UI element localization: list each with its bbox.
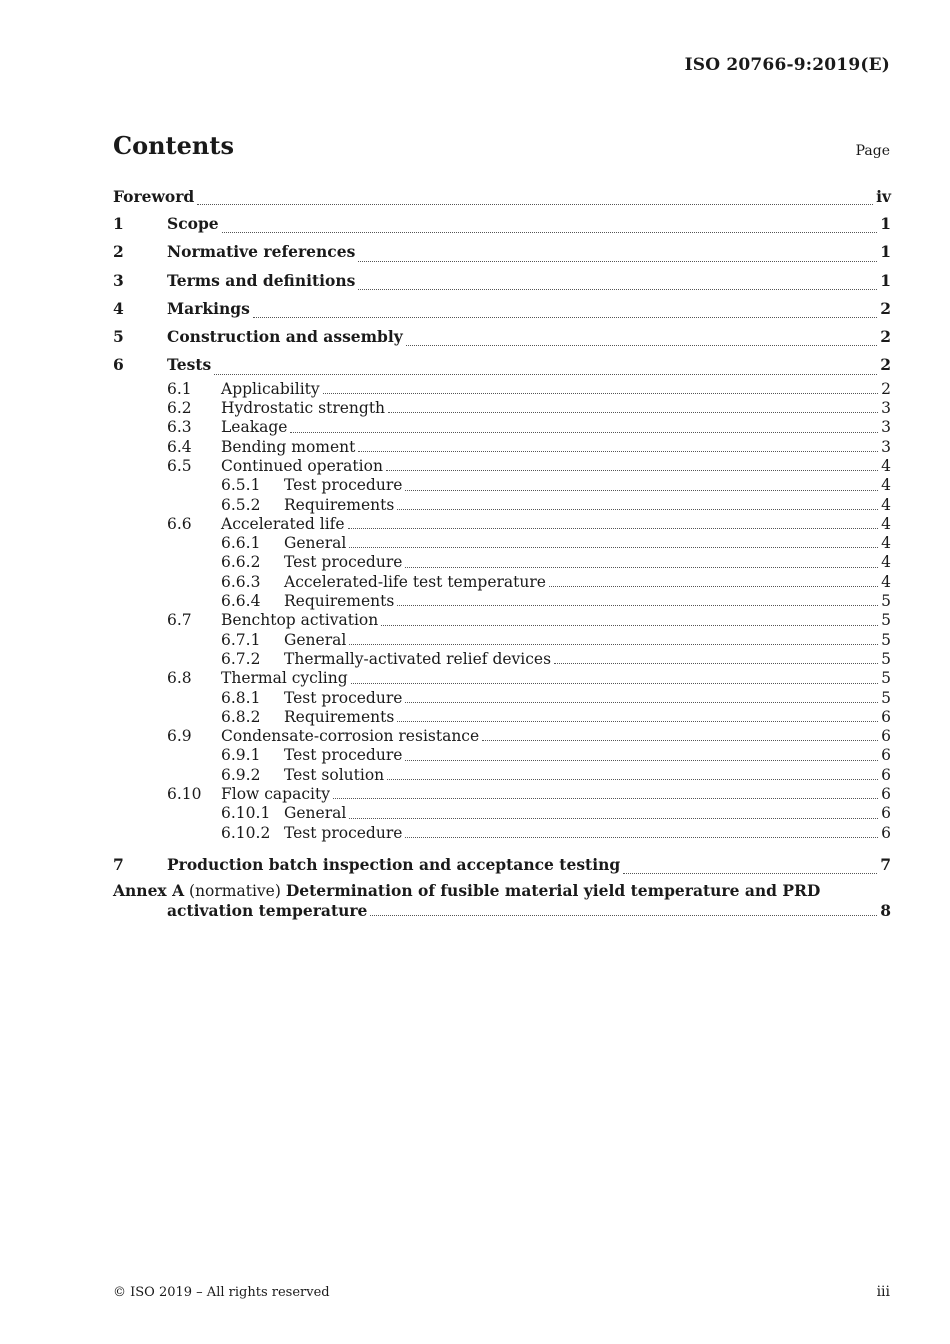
toc-entry-page: 5	[881, 611, 891, 630]
toc-entry-title: Accelerated life	[221, 514, 345, 533]
dot-leader	[405, 489, 878, 491]
dot-leader	[387, 778, 878, 780]
toc-entry-number: 6.5	[167, 456, 192, 475]
dot-leader	[397, 508, 878, 510]
toc-entry-title: Requirements	[284, 495, 395, 514]
toc-entry-number: 6.4	[167, 437, 192, 456]
toc-entry-page: 4	[881, 572, 891, 591]
dot-leader	[222, 231, 878, 233]
toc-entry-page: 6	[881, 823, 891, 842]
toc-entry-title: Condensate-corrosion resistance	[221, 727, 480, 746]
toc-entry-number: 6.1	[167, 379, 192, 398]
dot-leader	[405, 701, 878, 703]
toc-entry[interactable]	[113, 727, 891, 746]
toc-entry[interactable]	[113, 210, 891, 238]
toc-entry-number: 6.5.2	[221, 495, 261, 514]
toc-entry-title: Markings	[167, 298, 250, 318]
toc-entry-number: 6.6.3	[221, 572, 261, 591]
dot-leader	[214, 373, 877, 375]
toc-entry[interactable]	[113, 438, 891, 457]
toc-entry[interactable]	[113, 418, 891, 437]
toc-entry-title: Test procedure	[284, 476, 403, 495]
toc-entry-title: Benchtop activation	[221, 611, 379, 630]
dot-leader	[348, 527, 879, 529]
toc-entry-title: Requirements	[284, 707, 395, 726]
toc-entry[interactable]	[113, 267, 891, 295]
toc-entry-title: Test procedure	[284, 746, 403, 765]
toc-entry-page: 3	[881, 437, 891, 456]
toc-entry-page: 1	[880, 242, 891, 262]
toc-entry-page: 2	[881, 379, 891, 398]
toc-entry-number: 6	[113, 355, 124, 375]
toc-entry-page: 1	[880, 270, 891, 290]
standard-identifier: ISO 20766-9:2019(E)	[684, 55, 890, 75]
toc-entry[interactable]	[113, 689, 891, 708]
toc-entry[interactable]	[113, 399, 891, 418]
toc-entry-page: 4	[881, 456, 891, 475]
dot-leader	[349, 817, 878, 819]
toc-entry[interactable]	[113, 534, 891, 553]
toc-entry[interactable]	[113, 476, 891, 495]
annex-kind: (normative)	[189, 882, 281, 901]
toc-entry-page: 5	[881, 688, 891, 707]
dot-leader	[406, 344, 877, 346]
dot-leader	[351, 682, 878, 684]
toc-entry-number: 6.8.1	[221, 688, 261, 707]
toc-entry-page: 5	[881, 649, 891, 668]
toc-entry-title: General	[284, 804, 347, 823]
toc-entry[interactable]	[113, 669, 891, 688]
toc-entry-number: 6.8.2	[221, 707, 261, 726]
toc-entry[interactable]	[113, 631, 891, 650]
toc-entry-number: 6.7.2	[221, 649, 261, 668]
annex-title-line2: activation temperature	[167, 901, 368, 921]
toc-entry-number: 4	[113, 298, 124, 318]
toc-entry-title: Accelerated-life test temperature	[284, 572, 546, 591]
toc-entry-number: 6.7	[167, 611, 192, 630]
toc-entry-page: 2	[880, 355, 891, 375]
toc-entry[interactable]	[113, 650, 891, 669]
dot-leader	[197, 203, 873, 205]
dot-leader	[358, 450, 878, 452]
dot-leader	[397, 720, 878, 722]
toc-entry[interactable]	[113, 183, 891, 210]
toc-entry-page: iv	[876, 187, 891, 206]
toc-entry-page: 5	[881, 669, 891, 688]
toc-entry-title: Thermal cycling	[221, 669, 348, 688]
toc-entry-title: Terms and definitions	[167, 270, 356, 290]
table-of-contents	[113, 183, 891, 921]
toc-entry-title: Flow capacity	[221, 785, 330, 804]
dot-leader	[554, 662, 878, 664]
toc-entry-number: 6.7.1	[221, 630, 261, 649]
toc-entry[interactable]	[113, 851, 891, 879]
toc-entry-page: 6	[881, 785, 891, 804]
toc-entry-page: 5	[881, 630, 891, 649]
toc-entry-page: 2	[880, 327, 891, 347]
toc-entry-number: 3	[113, 270, 124, 290]
toc-entry-title: Production batch inspection and acceptance testing	[167, 854, 621, 874]
toc-entry-title: Foreword	[113, 187, 195, 206]
toc-entry-title: Tests	[167, 355, 212, 375]
copyright-notice: © ISO 2019 – All rights reserved	[113, 1285, 330, 1300]
dot-leader	[358, 260, 877, 262]
toc-entry[interactable]	[113, 457, 891, 476]
toc-entry-number: 6.9.1	[221, 746, 261, 765]
annex-label: Annex A	[113, 881, 185, 901]
toc-entry-title: Test procedure	[284, 688, 403, 707]
page-title: Contents	[113, 131, 234, 160]
dot-leader	[323, 392, 878, 394]
toc-entry[interactable]	[113, 804, 891, 823]
dot-leader	[358, 288, 877, 290]
toc-entry-title: General	[284, 630, 347, 649]
toc-entry-annex-a[interactable]	[113, 881, 891, 921]
dot-leader	[253, 316, 877, 318]
toc-entry-page: 4	[881, 534, 891, 553]
toc-entry-number: 6.6.4	[221, 592, 261, 611]
toc-entry-page: 4	[881, 514, 891, 533]
toc-entry-page: 6	[881, 804, 891, 823]
annex-title-line1: Determination of fusible material yield temperature and PRD	[285, 881, 821, 901]
page-column-label: Page	[855, 143, 890, 159]
dot-leader	[623, 872, 877, 874]
toc-entry-page: 2	[880, 298, 891, 318]
toc-entry[interactable]	[113, 496, 891, 515]
toc-entry-title: Normative references	[167, 242, 356, 262]
dot-leader	[333, 797, 878, 799]
toc-entry-title: Test procedure	[284, 553, 403, 572]
toc-entry-title: Continued operation	[221, 456, 383, 475]
toc-entry-number: 6.9	[167, 727, 192, 746]
toc-entry-number: 6.6	[167, 514, 192, 533]
toc-entry[interactable]	[113, 380, 891, 399]
toc-entry-page: 6	[881, 727, 891, 746]
dot-leader	[370, 914, 877, 916]
toc-entry-page: 7	[880, 854, 891, 874]
dot-leader	[482, 739, 878, 741]
toc-entry-page: 6	[881, 707, 891, 726]
dot-leader	[405, 836, 878, 838]
toc-entry-number: 6.10.1	[221, 804, 271, 823]
dot-leader	[388, 411, 878, 413]
toc-entry[interactable]	[113, 515, 891, 534]
toc-entry-title: Test procedure	[284, 823, 403, 842]
toc-entry-page: 4	[881, 495, 891, 514]
toc-entry-number: 1	[113, 214, 124, 233]
toc-entry[interactable]	[113, 553, 891, 572]
toc-entry[interactable]	[113, 573, 891, 592]
toc-entry-number: 6.10	[167, 785, 202, 804]
dot-leader	[349, 546, 878, 548]
footer-page-number: iii	[876, 1284, 890, 1300]
toc-entry-title: Thermally-activated relief devices	[284, 649, 552, 668]
toc-entry-title: Applicability	[221, 379, 320, 398]
dot-leader	[405, 566, 878, 568]
toc-entry[interactable]	[113, 351, 891, 379]
dot-leader	[290, 431, 878, 433]
toc-entry-title: Construction and assembly	[167, 327, 403, 347]
toc-entry-number: 6.6.1	[221, 534, 261, 553]
dot-leader	[349, 643, 878, 645]
toc-entry[interactable]	[113, 295, 891, 323]
toc-entry-page: 6	[881, 746, 891, 765]
toc-entry-title: Hydrostatic strength	[221, 399, 386, 418]
toc-entry-number: 6.8	[167, 669, 192, 688]
dot-leader	[386, 469, 878, 471]
toc-entry-title: General	[284, 534, 347, 553]
toc-entry[interactable]	[113, 766, 891, 785]
toc-entry-page: 6	[881, 765, 891, 784]
toc-entry-number: 7	[113, 854, 124, 874]
toc-entry[interactable]	[113, 746, 891, 765]
toc-entry-number: 6.9.2	[221, 765, 261, 784]
toc-entry-page: 4	[881, 476, 891, 495]
toc-entry[interactable]	[113, 238, 891, 266]
toc-entry-title: Test solution	[284, 765, 385, 784]
toc-entry[interactable]	[113, 708, 891, 727]
toc-entry-page: 5	[881, 592, 891, 611]
toc-entry-title: Bending moment	[221, 437, 356, 456]
toc-entry-page: 4	[881, 553, 891, 572]
toc-entry-number: 5	[113, 327, 124, 347]
toc-entry[interactable]	[113, 824, 891, 843]
dot-leader	[397, 604, 878, 606]
dot-leader	[381, 624, 878, 626]
toc-entry-number: 6.5.1	[221, 476, 261, 495]
toc-entry-number: 6.3	[167, 418, 192, 437]
toc-entry-title: Leakage	[221, 418, 288, 437]
dot-leader	[549, 585, 878, 587]
toc-entry-number: 6.6.2	[221, 553, 261, 572]
toc-entry[interactable]	[113, 611, 891, 630]
toc-entry-title: Requirements	[284, 592, 395, 611]
annex-page-number: 8	[880, 901, 891, 921]
toc-entry-page: 3	[881, 418, 891, 437]
toc-entry-number: 6.2	[167, 399, 192, 418]
toc-entry-title: Scope	[167, 214, 219, 233]
toc-entry-page: 3	[881, 399, 891, 418]
toc-entry[interactable]	[113, 323, 891, 351]
dot-leader	[405, 759, 878, 761]
toc-entry-page: 1	[880, 214, 891, 233]
toc-entry[interactable]	[113, 592, 891, 611]
toc-entry-number: 6.10.2	[221, 823, 271, 842]
toc-entry-number: 2	[113, 242, 124, 262]
toc-entry[interactable]	[113, 785, 891, 804]
